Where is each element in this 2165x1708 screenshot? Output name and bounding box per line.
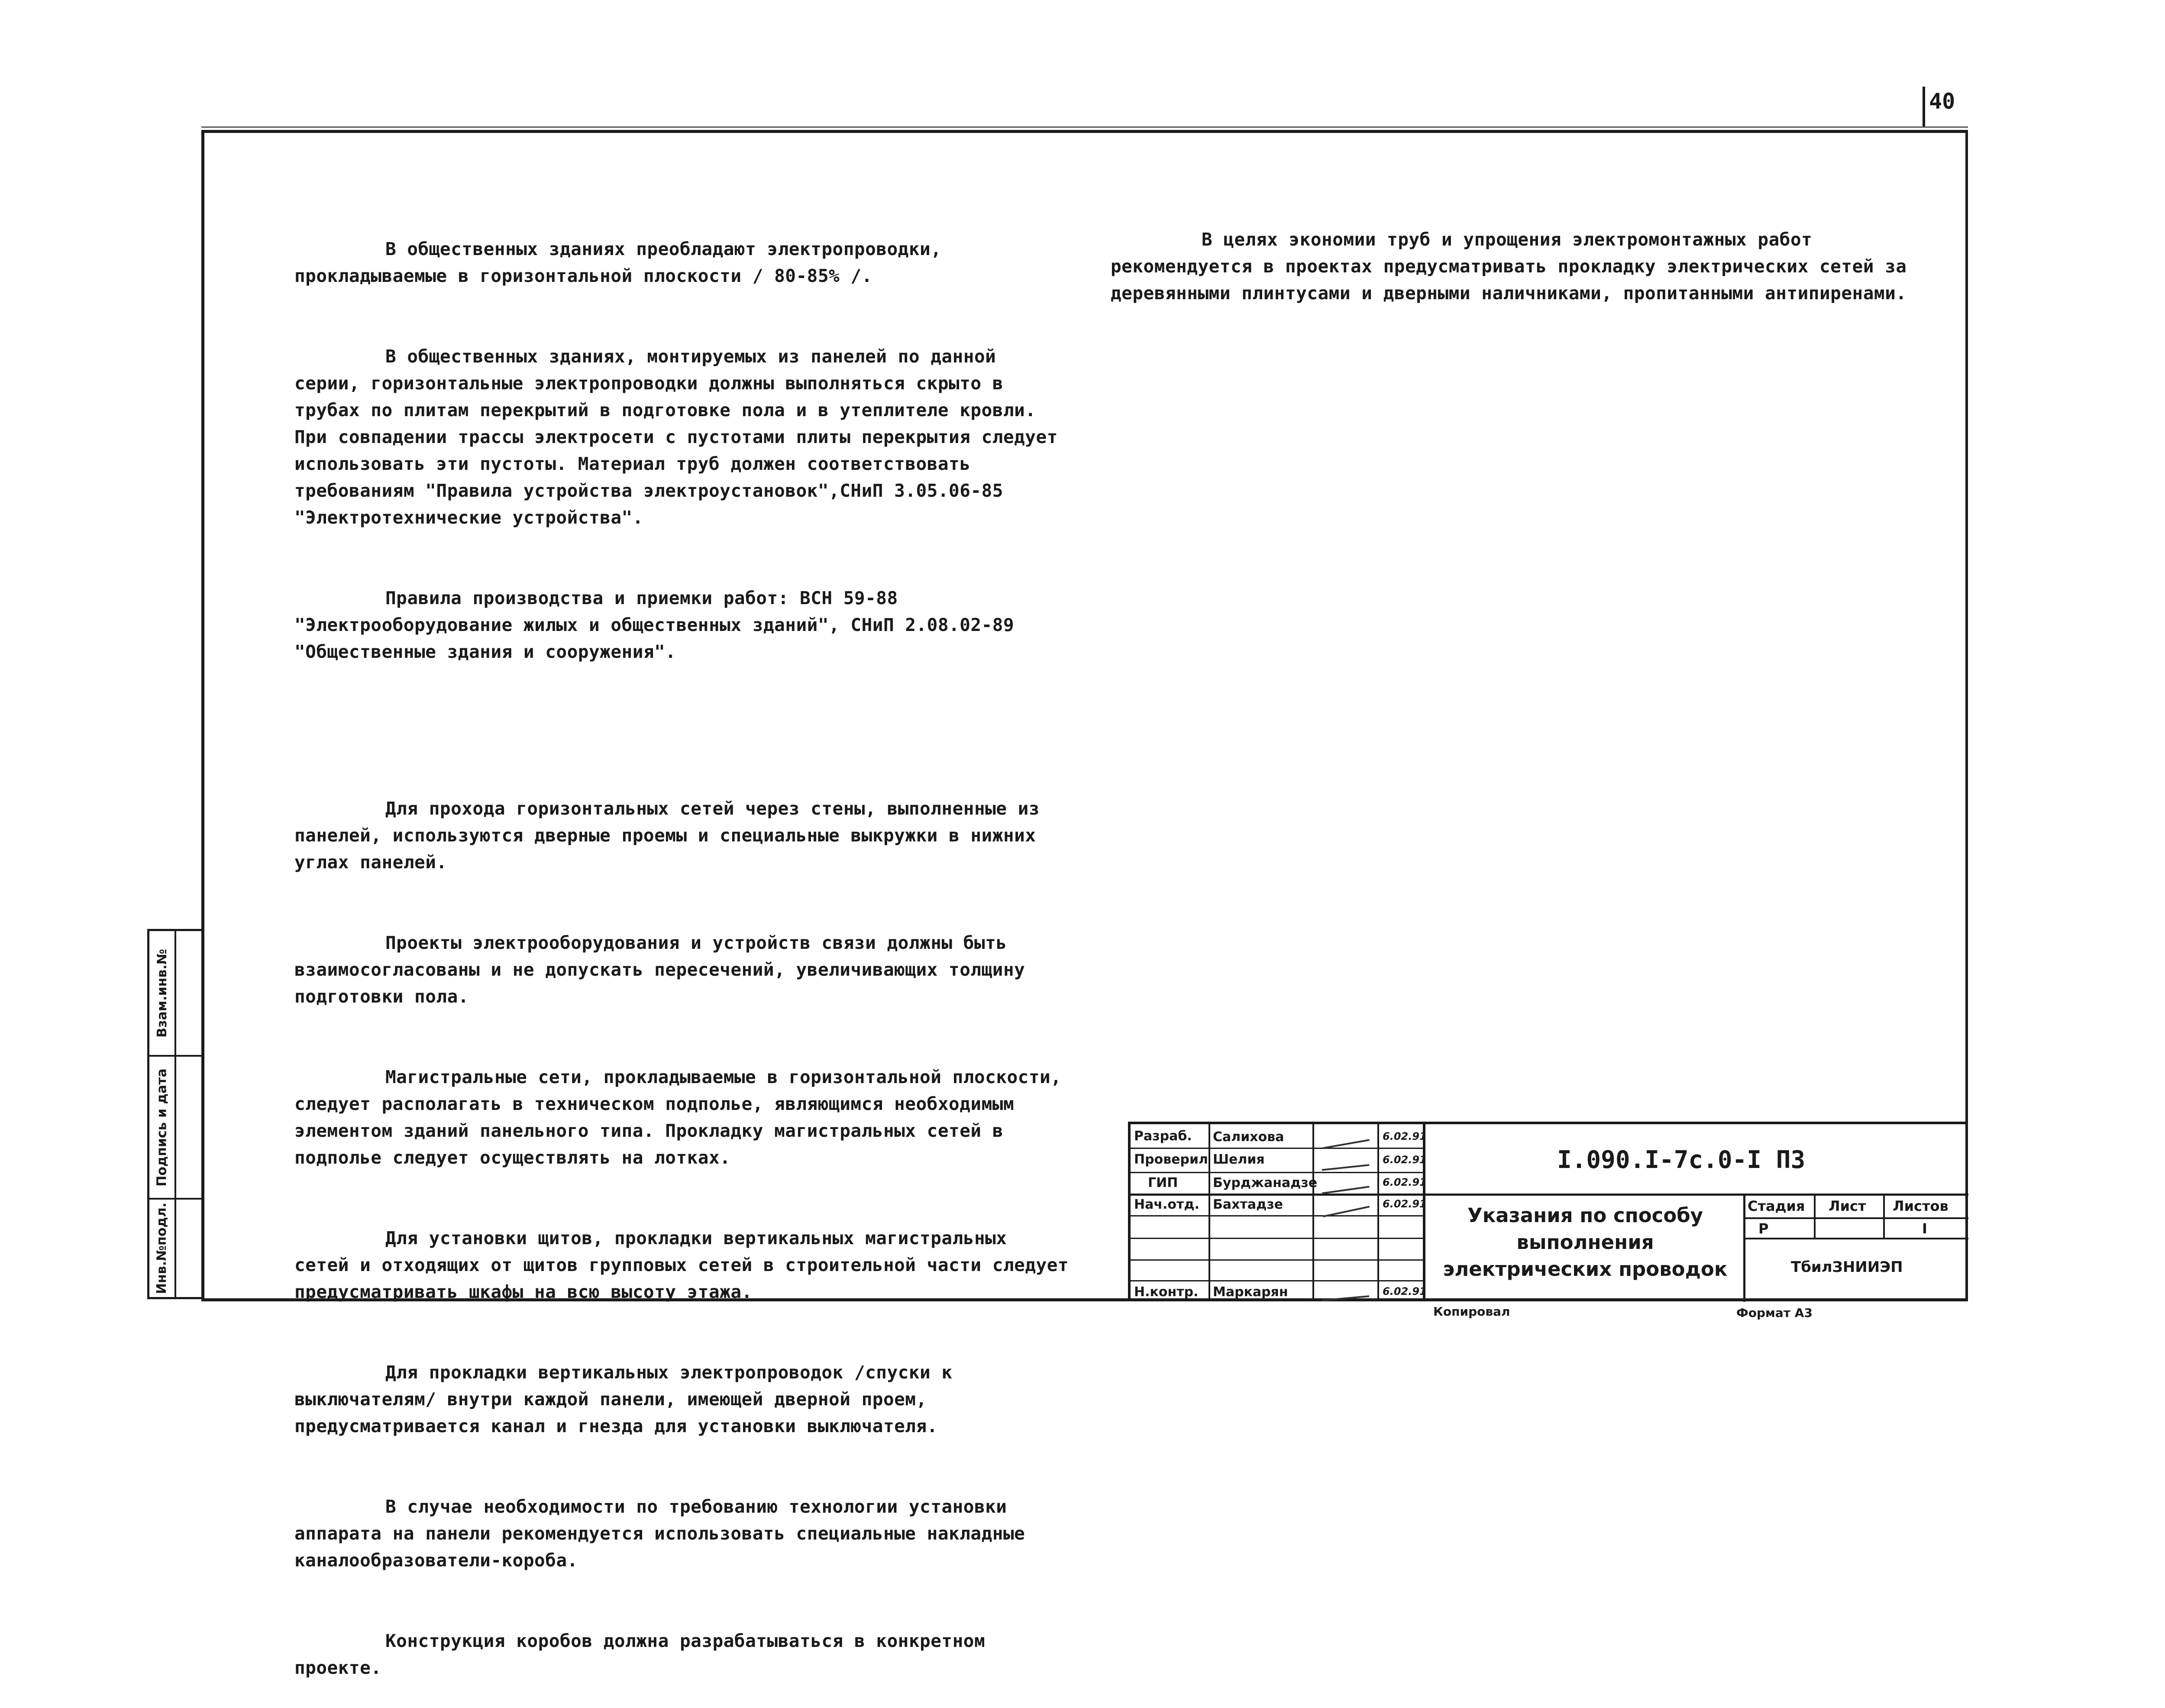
paragraph: Правила производства и приемки работ: ВСН 59-88 "Электрооборудование жилых и общественных зданий", СНиП 2.08.02-89 "Общественные здания и сооружения". [294,588,1025,662]
tb-date: 6.02.91 [1383,1285,1427,1297]
tb-row-line [1131,1259,1423,1261]
page-number: 40 [1929,89,1955,114]
title-block [1128,1122,1968,1301]
signature-mark [1320,1174,1369,1194]
tb-row-line [1131,1172,1423,1173]
tb-date: 6.02.91 [1383,1198,1427,1210]
tb-date: 6.02.91 [1383,1130,1427,1142]
tb-row-line [1131,1148,1423,1149]
paragraph: Для прокладки вертикальных электропроводок /спуски к выключателям/ внутри каждой панели, имеющей дверной проем, предусматривается канал и гнезда для установки выключателя. [294,1362,963,1436]
tb-divider [1883,1194,1885,1239]
stamp-cell [149,1057,174,1200]
tb-name: Шелия [1213,1152,1265,1167]
document-title: Указания по способу выполнения электрических проводок [1443,1204,1728,1281]
left-text-column [294,182,1080,1708]
paragraph: Конструкция коробов должна разрабатываться в конкретном проекте. [294,1630,996,1678]
document-code: I.090.I-7с.0-I ПЗ [1557,1146,1806,1174]
tb-date: 6.02.91 [1383,1154,1427,1166]
paragraph: В общественных зданиях, монтируемых из панелей по данной серии, горизонтальные электропроводки должны выполняться скрыто в трубах по плитам перекрытий в подготовке пола и в утеплителе кровли. При совпадении трассы электросети с пустотами плиты перекрытия следует использовать эти пустоты. Материал труб должен соответствовать требованиям "Правила устройства электроустановок",СНиП 3.05.06-85 "Электротехнические устройства". [294,346,1069,528]
tb-name: Бахтадзе [1213,1197,1283,1212]
right-text-column [1111,172,1916,333]
frame-top-edge [201,126,1968,128]
tb-role: Нач.отд. [1134,1197,1199,1212]
stamp-label-vzam-inv: Взам.инв.№ [154,948,170,1038]
signature-mark [1320,1194,1370,1217]
stage-value: Р [1758,1220,1769,1237]
tb-role: Проверил [1134,1152,1208,1167]
signature-mark [1321,1152,1370,1171]
tb-row-line [1743,1238,1968,1239]
paragraph: Магистральные сети, прокладываемые в горизонтальной плоскости, следует располагать в техническом подполье, являющимся необходимым элементом зданий панельного типа. Прокладку магистральных сетей в подполье следует осуществлять на лотках. [294,1067,1073,1168]
footer-format: Формат А3 [1736,1306,1813,1320]
stamp-cell [176,931,201,1057]
sheets-label: Листов [1893,1198,1948,1214]
tb-date: 6.02.91 [1383,1176,1427,1188]
tb-row-line [1131,1238,1423,1239]
tb-role: Н.контр. [1134,1284,1199,1300]
stamp-cell [176,1057,201,1200]
tb-name: Салихова [1213,1129,1284,1145]
tb-divider [1423,1124,1425,1299]
stamp-label-column [149,931,176,1297]
margin-stamp [147,929,204,1299]
paragraph: Для установки щитов, прокладки вертикальных магистральных сетей и отходящих от щитов групповых сетей в строительной части следует предусматривать шкафы на всю высоту этажа. [294,1228,1080,1302]
stamp-cell [149,931,174,1057]
tb-name: Бурджанадзе [1213,1175,1318,1190]
footer-copied: Копировал [1433,1304,1510,1319]
organization-name: ТбилЗНИИЭП [1791,1258,1903,1276]
tb-row-line [1131,1215,1423,1216]
tb-role: Разраб. [1134,1129,1192,1144]
paragraph: Проекты электрооборудования и устройств связи должны быть взаимосогласованы и не допускать пересечений, увеличивающих толщину подготовки пола. [294,932,1036,1007]
tb-divider [1377,1124,1379,1299]
tb-row-line [1743,1217,1968,1219]
tb-row-line [1131,1194,1968,1196]
paragraph: В общественных зданиях преобладают электропроводки, прокладываемые в горизонтальной плоскости / 80-85% /. [294,239,953,286]
tb-divider [1209,1124,1210,1299]
sheets-value: I [1922,1220,1927,1237]
paragraph: В случае необходимости по требованию технологии установки аппарата на панели рекомендуется использовать специальные накладные каналообразователи-короба. [294,1496,1036,1571]
signature-mark [1321,1283,1369,1301]
tb-divider [1814,1194,1816,1239]
tb-divider [1743,1194,1745,1302]
stage-label: Стадия [1748,1198,1805,1214]
stamp-value-column [176,931,201,1297]
sheet-label: Лист [1829,1198,1866,1214]
tb-row-line [1131,1280,1423,1281]
paragraph: В целях экономии труб и упрощения электромонтажных работ рекомендуется в проектах предусматривать прокладку электрических сетей за деревянными плинтусами и дверными наличниками, пропитанными антипиренами. [1111,229,1918,304]
signature-mark [1320,1127,1370,1149]
stamp-label-inv-podl: Инв.№подл. [154,1202,170,1294]
tb-role: ГИП [1148,1175,1178,1190]
stamp-cell [149,1200,174,1297]
paragraph-gap [294,719,1070,741]
stamp-label-podpis-data: Подпись и дата [154,1068,170,1187]
page-number-tick [1923,87,1925,128]
tb-divider [1312,1124,1314,1299]
paragraph: Для прохода горизонтальных сетей через стены, выполненные из панелей, используются дверные проемы и специальные выкружки в нижних углах панелей. [294,798,1051,873]
tb-name: Маркарян [1213,1284,1288,1300]
